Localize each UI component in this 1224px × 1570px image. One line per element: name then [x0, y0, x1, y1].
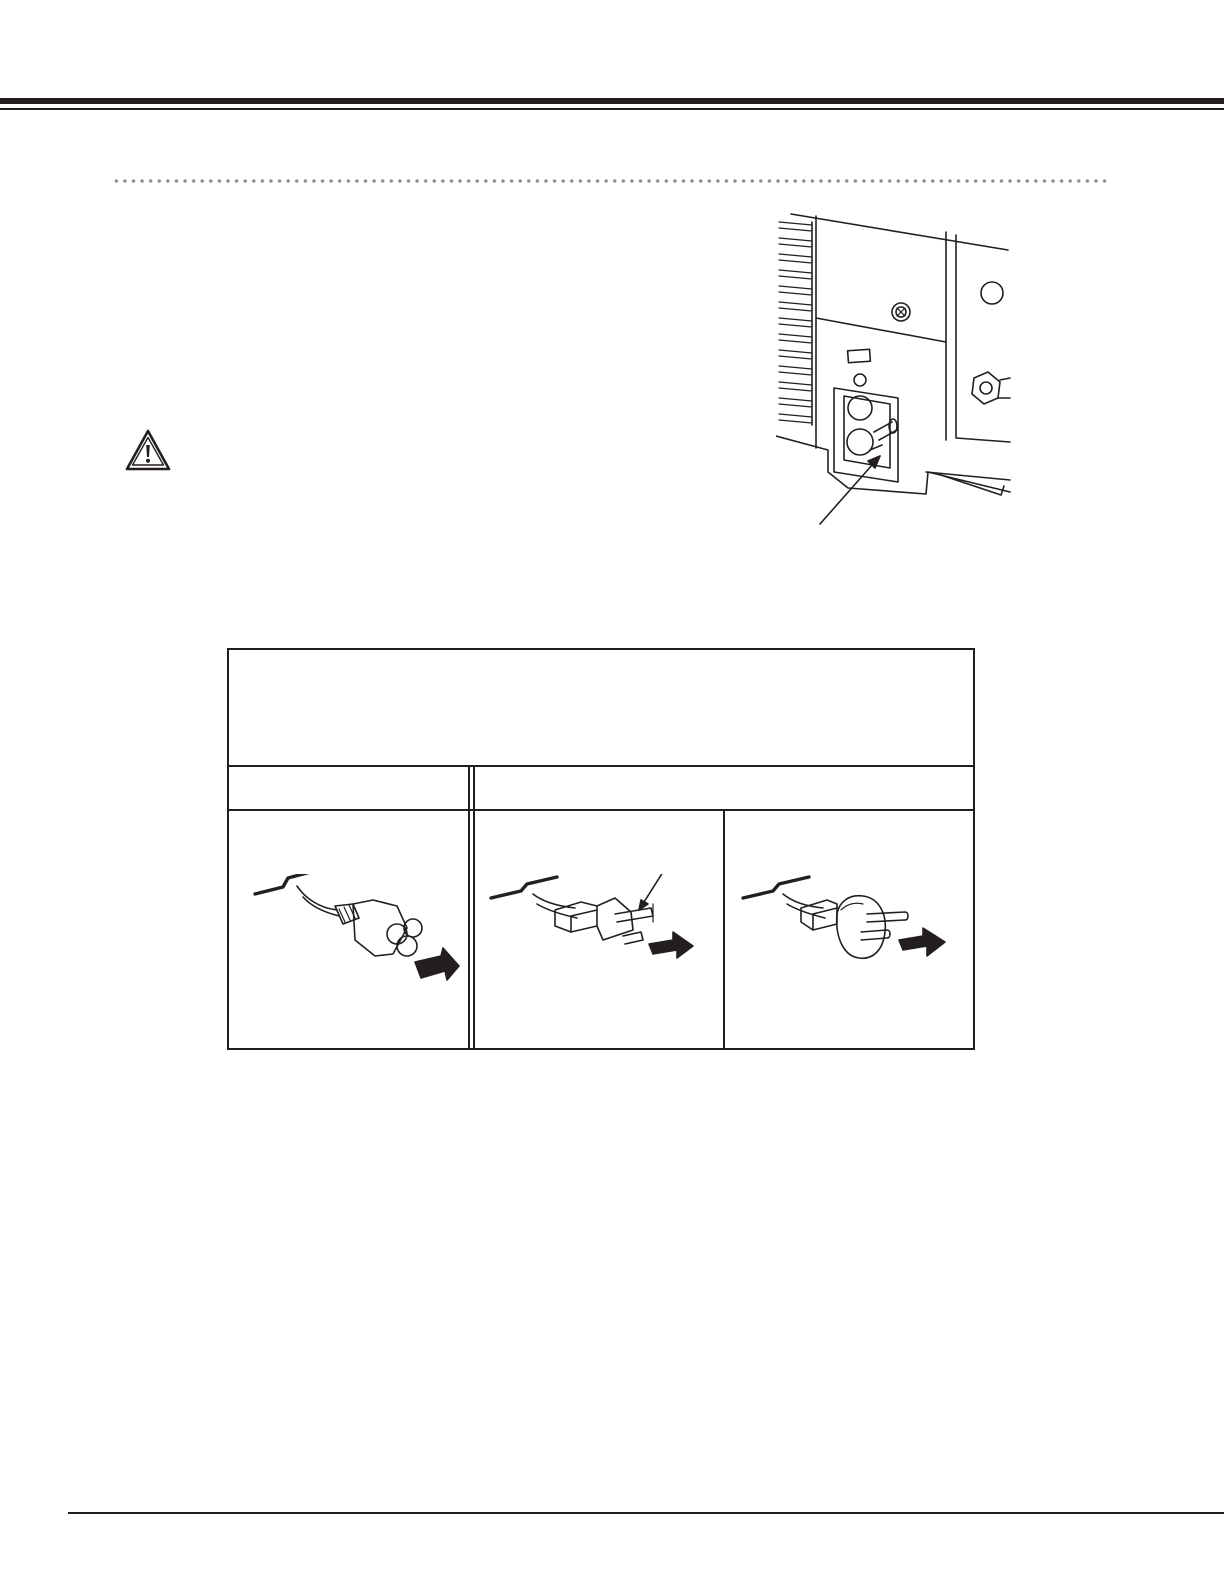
footer-rule [68, 1512, 1224, 1514]
section-separator [112, 179, 1110, 183]
table-border-right [973, 648, 975, 1050]
table-border-left [227, 648, 229, 1050]
caution-warning-triangle-icon [124, 428, 172, 472]
us-plug-icon [485, 874, 721, 1014]
header-rule-thick [0, 98, 1224, 104]
table-border-top [227, 648, 975, 650]
table-row-divider-2 [227, 809, 975, 811]
table-col-divider-b [473, 765, 475, 1050]
table-border-bottom [227, 1048, 975, 1050]
plug-type-table [227, 648, 975, 1050]
continental-europe-plug-icon [737, 874, 969, 1014]
header-rule-thin [0, 108, 1224, 110]
iec-connector-plug-icon [247, 874, 467, 1014]
table-row-divider-1 [227, 765, 975, 767]
table-col-divider-a [468, 765, 470, 1050]
projector-ac-inlet-illustration [776, 210, 1012, 530]
table-col-divider-c [723, 809, 725, 1050]
vent-louvers [779, 222, 812, 423]
